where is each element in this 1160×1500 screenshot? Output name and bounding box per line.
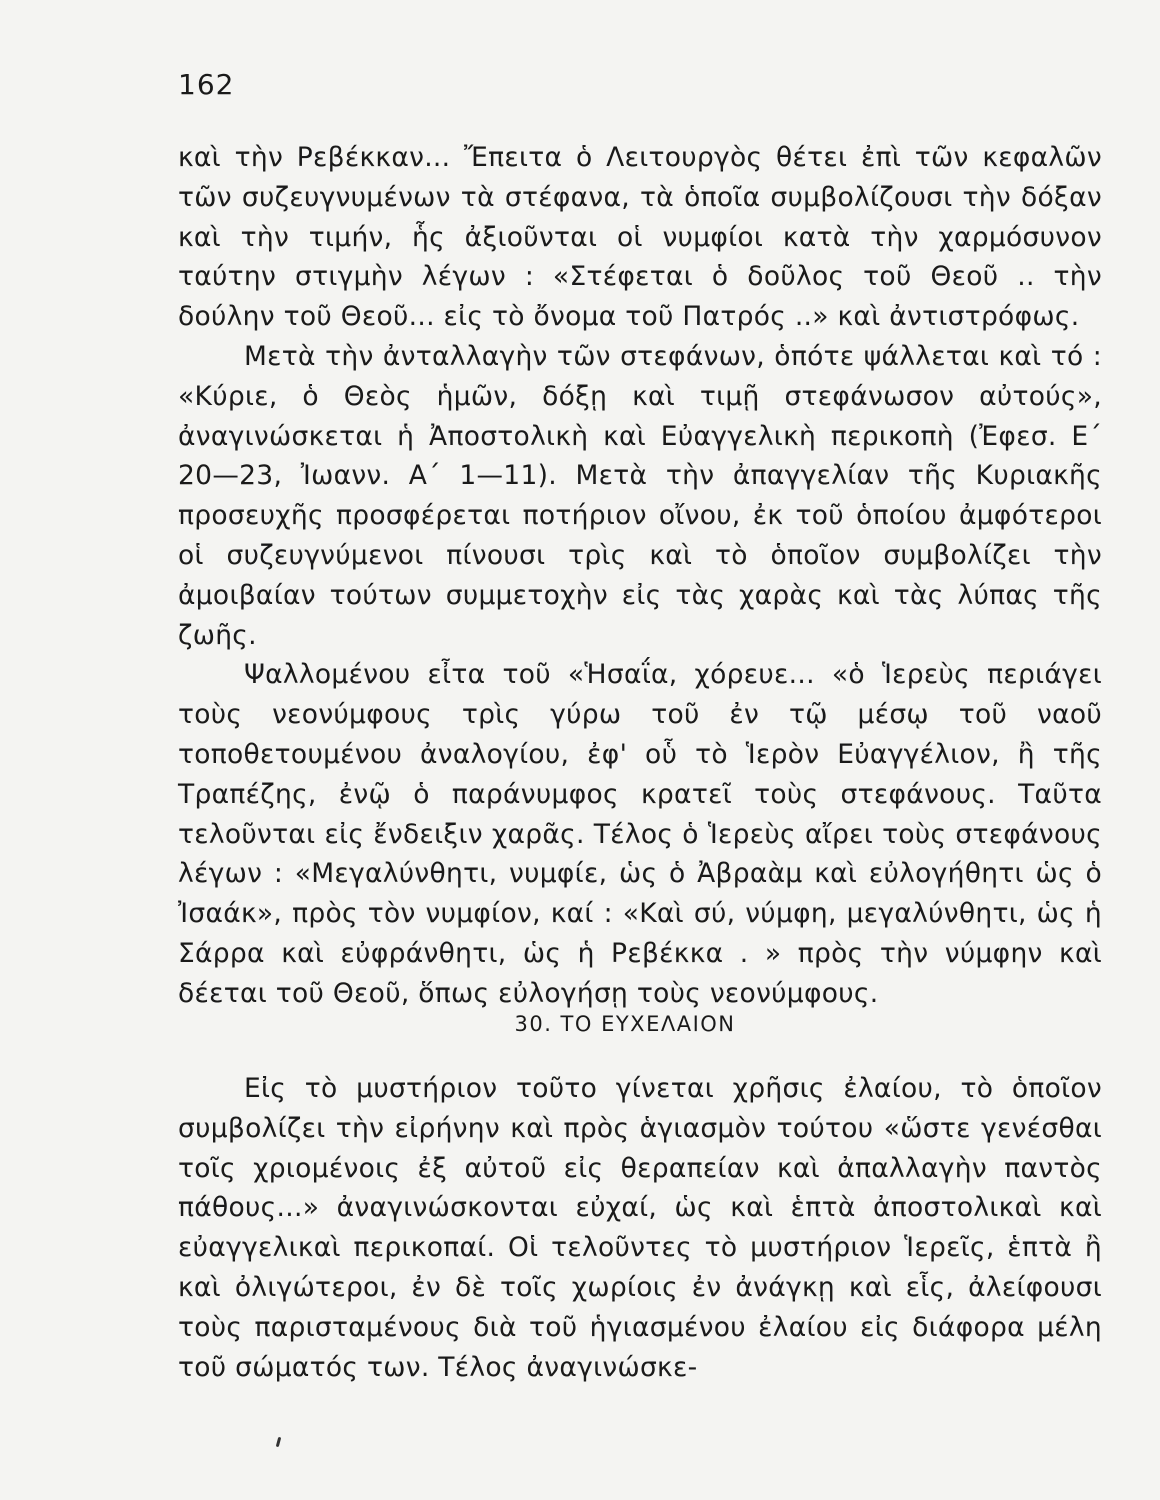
paragraph-unction: Εἰς τὸ μυστήριον τοῦτο γίνεται χρῆσις ἐλαίου, τὸ ὁποῖον συμβολίζει τὴν εἰρήνην καὶ πρὸς ἁγιασμὸν τούτου «ὥστε γενέσθαι τοῖς χριομένοις ἐξ αὐτοῦ εἰς θεραπείαν καὶ ἀπαλλαγὴν παντὸς πάθους...» ἀναγινώσκονται εὐχαί, ὡς καὶ ἑπτὰ ἀποστολικαὶ καὶ εὐαγγελικαὶ περικοπαί. Οἱ τελοῦντες τὸ μυστήριον Ἱερεῖς, ἑπτὰ ἢ καὶ ὀλιγώτεροι, ἐν δὲ τοῖς χωρίοις ἐν ἀνάγκῃ καὶ εἷς, ἀλείφουσι τοὺς παρισταμένους διὰ τοῦ ἡγιασμένου ἐλαίου εἰς διάφορα μέλη τοῦ σώματός των. Τέλος ἀναγινώσκε-	[178, 1073, 1102, 1383]
paragraph-readings-and-cup: Μετὰ τὴν ἀνταλλαγὴν τῶν στεφάνων, ὁπότε ψάλλεται καὶ τό : «Κύριε, ὁ Θεὸς ἡμῶν, δόξῃ καὶ τιμῇ στεφάνωσον αὐτούς», ἀναγινώσκεται ἡ Ἀποστολικὴ καὶ Εὐαγγελικὴ περικοπὴ (Ἐφεσ. Ε΄ 20—23, Ἰωανν. Α΄ 1—11). Μετὰ τὴν ἀπαγγελίαν τῆς Κυριακῆς προσευχῆς προσφέρεται ποτήριον οἴνου, ἐκ τοῦ ὁποίου ἀμφότεροι οἱ συζευγνύμενοι πίνουσι τρὶς καὶ τὸ ὁποῖον συμβολίζει τὴν ἀμοιβαίαν τούτων συμμετοχὴν εἰς τὰς χαρὰς καὶ τὰς λύπας τῆς ζωῆς.	[178, 340, 1102, 651]
page-number: 162	[178, 68, 235, 101]
paragraph-crowning: καὶ τὴν Ρεβέκκαν... Ἔπειτα ὁ Λειτουργὸς θέτει ἐπὶ τῶν κεφαλῶν τῶν συζευγνυμένων τὰ στέφανα, τὰ ὁποῖα συμβολίζουσι τὴν δόξαν καὶ τὴν τιμήν, ἧς ἀξιοῦνται οἱ νυμφίοι κατὰ τὴν χαρμόσυνον ταύτην στιγμὴν λέγων : «Στέφεται ὁ δοῦλος τοῦ Θεοῦ .. τὴν δούλην τοῦ Θεοῦ... εἰς τὸ ὄνομα τοῦ Πατρός ..» καὶ ἀντιστρόφως.	[178, 142, 1102, 333]
section-heading-text: 30. ΤΟ ΕΥΧΕΛΑΙΟΝ	[514, 1012, 736, 1036]
ink-speck-mark	[276, 1437, 281, 1447]
section-heading	[0, 1012, 1160, 1036]
body-text-section-29	[178, 138, 1102, 1014]
body-text-section-30	[178, 1069, 1102, 1387]
paragraph-dance-of-isaiah: Ψαλλομένου εἶτα τοῦ «Ἡσαΐα, χόρευε... «ὁ Ἱερεὺς περιάγει τοὺς νεονύμφους τρὶς γύρω τοῦ ἐν τῷ μέσῳ τοῦ ναοῦ τοποθετουμένου ἀναλογίου, ἐφ' οὗ τὸ Ἱερὸν Εὐαγγέλιον, ἢ τῆς Τραπέζης, ἐνῷ ὁ παράνυμφος κρατεῖ τοὺς στεφάνους. Ταῦτα τελοῦνται εἰς ἔνδειξιν χαρᾶς. Τέλος ὁ Ἱερεὺς αἴρει τοὺς στεφάνους λέγων : «Μεγαλύνθητι, νυμφίε, ὡς ὁ Ἀβραὰμ καὶ εὐλογήθητι ὡς ὁ Ἰσαάκ», πρὸς τὸν νυμφίον, καί : «Καὶ σύ, νύμφη, μεγαλύνθητι, ὡς ἡ Σάρρα καὶ εὐφράνθητι, ὡς ἡ Ρεβέκκα . » πρὸς τὴν νύμφην καὶ δέεται τοῦ Θεοῦ, ὅπως εὐλογήσῃ τοὺς νεονύμφους.	[178, 659, 1102, 1009]
